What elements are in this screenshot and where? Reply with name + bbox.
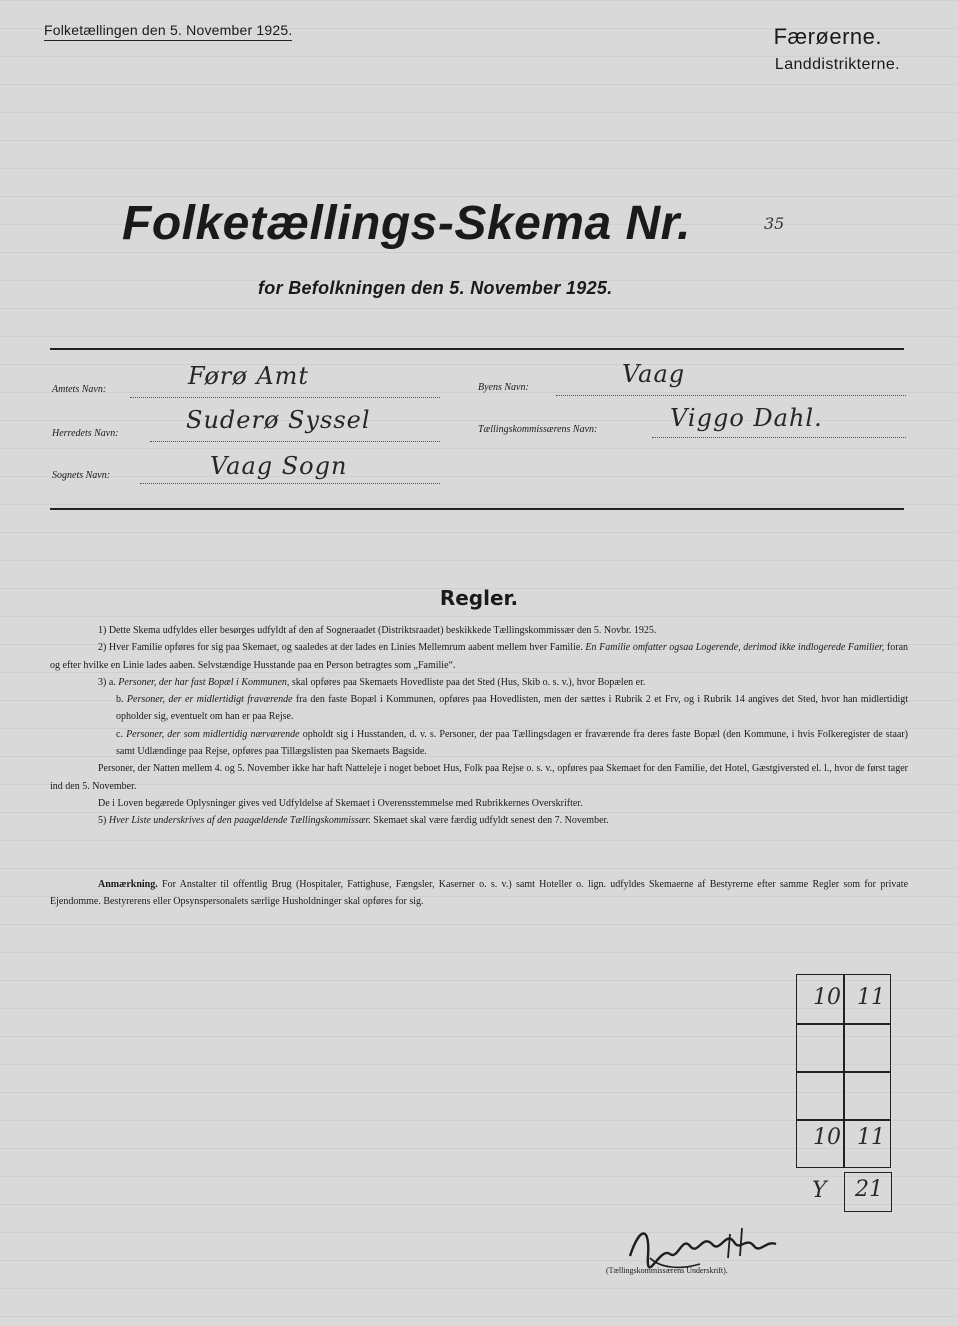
rule-3b-italic: Personer, der er midlertidigt fraværende <box>126 694 293 706</box>
form-number: 35 <box>764 214 785 233</box>
tally-extra-left: Y <box>812 1178 827 1203</box>
tally-r1c1: 10 <box>813 985 841 1010</box>
tally-row-line <box>797 1119 890 1121</box>
by-line <box>556 394 906 396</box>
tally-r4c1: 10 <box>813 1125 841 1150</box>
tally-row-line <box>797 1023 890 1025</box>
tally-total-box <box>844 1172 892 1212</box>
rules-heading: Regler. <box>439 586 519 610</box>
tally-row-line <box>797 1071 890 1073</box>
rule-2-text: 2) Hver Familie opføres for sig paa Skemaet, og saaledes at der lades en Linies Mellemrum aabent mellem hver Familie. <box>98 642 583 654</box>
rule-5-number: 5) <box>98 815 107 827</box>
sogn-line <box>140 482 440 484</box>
rule-2 <box>50 639 908 674</box>
annotation-label: Anmærkning. <box>98 879 158 890</box>
amt-label: Amtets Navn: <box>52 384 107 395</box>
by-label: Byens Navn: <box>478 382 529 393</box>
kommissaer-line <box>652 436 906 438</box>
amt-value: Førø Amt <box>188 362 310 390</box>
sogn-value: Vaag Sogn <box>210 452 348 480</box>
annotation-text: For Anstalter til offentlig Brug (Hospitaler, Fattighuse, Fængsler, Kaserner o. s. v.) samt Hoteller o. lign. udfyldes Skemaerne af Bestyrerne efter samme Regler som for private Ejendomme. Bestyrerens eller Opsynspersonalets særlige Husholdninger skal opføres for sig. <box>50 879 909 907</box>
rule-3a-number: 3) a. <box>98 676 116 688</box>
rule-3a-italic: Personer, der har fast Bopæl i Kommunen, <box>118 676 290 688</box>
tally-r4c2: 11 <box>857 1125 885 1150</box>
rule-4: De i Loven begærede Oplysninger gives ved Udfyldelse af Skemaet i Overensstemmelse med Rubrikkernes Overskrifter. <box>98 797 583 809</box>
signature-label: (Tællingskommissærens Underskrift). <box>606 1266 728 1275</box>
rules-text <box>50 622 908 830</box>
rule-2-italic: En Familie omfatter ogsaa Logerende, derimod ikke indlogerede Familier, <box>585 642 885 654</box>
rule-5-italic: Hver Liste underskrives af den paagældende Tællingskommissær. <box>108 815 371 827</box>
rule-3b-text: fra den faste Bopæl i Kommunen, opføres paa Hovedlisten, men der sættes i Rubrik 2 et Frv, og i Rubrik 14 angives det Sted, hvor han midlertidigt opholder sig, eventuelt om han er paa Rejse. <box>116 694 909 723</box>
amt-line <box>130 396 440 398</box>
sogn-label: Sognets Navn: <box>52 470 111 481</box>
bottom-divider <box>50 508 904 510</box>
by-value: Vaag <box>622 360 686 388</box>
top-divider <box>50 348 904 350</box>
herred-value: Suderø Syssel <box>186 406 371 434</box>
rule-5-text: Skemaet skal være færdig udfyldt senest den 7. November. <box>373 815 609 827</box>
tally-extra-right: 21 <box>855 1177 883 1202</box>
rule-5 <box>50 812 908 829</box>
rule-3b-letter: b. <box>116 694 124 706</box>
rule-1: 1) Dette Skema udfyldes eller besørges udfyldt af den af Sogneraadet (Distriktsraadet) beskikkede Tællingskommissær den 5. Novbr. 1925. <box>98 625 657 636</box>
kommissaer-label: Tællingskommissærens Navn: <box>478 424 598 435</box>
census-date-label: Folketællingen den 5. November 1925. <box>44 22 292 41</box>
tally-box <box>796 974 891 1168</box>
rule-3c-italic: Personer, der som midlertidig nærværende <box>126 728 300 740</box>
rule-3d: Personer, der Natten mellem 4. og 5. November ikke har haft Natteleje i noget beboet Hus, Folk paa Rejse o. s. v., opføres paa Skemaet for den Familie, det Hotel, Gæstgiversted el. l., hvor de først tager ind den 5. November. <box>50 763 908 792</box>
herred-label: Herredets Navn: <box>52 428 119 439</box>
tally-r1c2: 11 <box>857 985 885 1010</box>
herred-line <box>150 440 440 442</box>
form-title: Folketællings-Skema Nr. <box>122 197 692 250</box>
rule-3c-letter: c. <box>116 728 123 740</box>
rule-3a <box>50 674 908 691</box>
district-label: Landdistrikterne. <box>774 56 900 73</box>
rule-3a-text: skal opføres paa Skemaets Hovedliste paa det Sted (Hus, Skib o. s. v.), hvor Bopælen er. <box>291 676 646 688</box>
region-label: Færøerne. <box>773 24 882 49</box>
rule-3c <box>50 726 908 761</box>
annotation <box>50 876 908 910</box>
rule-2-text-end: foran og efter hvilke en Linie lades aaben. Selvstændige Husstande paa en Person betragtes som „Familie“. <box>50 642 909 671</box>
rule-3c-text: opholdt sig i Husstanden, d. v. s. Personer, der paa Tællingsdagen er fraværende fra deres faste Bopæl (den Kommune, i hvis Folkeregister de staar) samt Udlændinge paa Rejse, opføres paa Tillægslisten paa Skemaets Bagside. <box>116 728 909 758</box>
form-subtitle: for Befolkningen den 5. November 1925. <box>258 278 613 298</box>
rule-3b <box>50 691 908 726</box>
kommissaer-value: Viggo Dahl. <box>670 404 823 432</box>
